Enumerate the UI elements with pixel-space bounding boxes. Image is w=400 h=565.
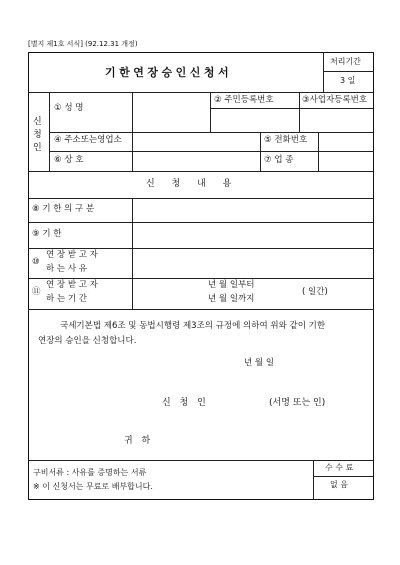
reason-label-line2: 하 는 사 유 (46, 264, 87, 274)
statement-line2: 연장의 승인을 신청합니다. (38, 336, 137, 346)
period-from: 년 월 일부터 (208, 280, 255, 290)
form-title: 기한연장승인신청서 (105, 66, 233, 79)
applicant-label-1: 신 (33, 117, 42, 127)
reason-field[interactable] (134, 250, 372, 276)
trade-name-label: ⑥ 상 호 (54, 155, 84, 165)
phone-field[interactable] (320, 134, 372, 150)
applicant-sign-label: 신 청 인 (162, 398, 209, 408)
business-type-label: ⑦ 업 종 (264, 155, 294, 165)
applicant-label-2: 청 (33, 130, 42, 140)
processing-period-value: 3 일 (340, 76, 356, 85)
resident-number-label: ② 주민등록번호 (214, 95, 274, 105)
form-number-note: [별지 제1호 서식] (92.12.31 개정) (28, 40, 138, 48)
period-number: ⑪ (32, 287, 41, 297)
deadline-type-label: ⑧ 기 한 의 구 분 (32, 204, 95, 214)
reason-number: ⑩ (32, 257, 40, 267)
attachment-note: 구비서류 : 사유를 증명하는 서류 (33, 468, 147, 477)
trade-name-field[interactable] (134, 153, 258, 169)
deadline-type-field[interactable] (134, 200, 372, 220)
period-label-line1: 연 장 받 고 자 (46, 280, 98, 290)
processing-period-label: 처리기간 (330, 57, 361, 66)
period-to: 년 월 일까지 (208, 294, 255, 304)
period-days: ( 일간) (302, 287, 328, 297)
resident-number-field[interactable] (212, 110, 297, 130)
phone-label: ⑤ 전화번호 (264, 135, 308, 145)
name-field[interactable] (134, 94, 208, 130)
deadline-label: ⑨ 기 한 (32, 229, 62, 239)
applicant-label-3: 인 (33, 143, 42, 153)
section-title: 신 청 내 용 (146, 179, 239, 189)
address-label: ④ 주소또는영업소 (54, 135, 122, 145)
fee-value: 없 음 (330, 480, 348, 489)
free-distribution-note: ※ 이 신청서는 무료로 배부합니다. (33, 482, 153, 491)
reason-label-line1: 연 장 받 고 자 (46, 250, 98, 260)
business-number-label: ③사업자등록번호 (302, 95, 368, 105)
name-label: ① 성 명 (54, 103, 84, 113)
fee-label: 수 수 료 (325, 463, 354, 472)
period-label-line2: 하 는 기 간 (46, 294, 87, 304)
business-type-field[interactable] (320, 153, 372, 169)
date-line: 년 월 일 (244, 358, 275, 368)
statement-line1: 국세기본법 제6조 및 동법시행령 제3조의 규정에 의하여 위와 같이 기한 (60, 321, 326, 331)
business-number-field[interactable] (301, 110, 372, 130)
address-field[interactable] (134, 134, 258, 150)
deadline-field[interactable] (134, 224, 372, 246)
signature-placeholder[interactable]: (서명 또는 인) (269, 398, 326, 408)
period-field[interactable] (134, 280, 372, 307)
recipient-label: 귀 하 (124, 436, 154, 446)
